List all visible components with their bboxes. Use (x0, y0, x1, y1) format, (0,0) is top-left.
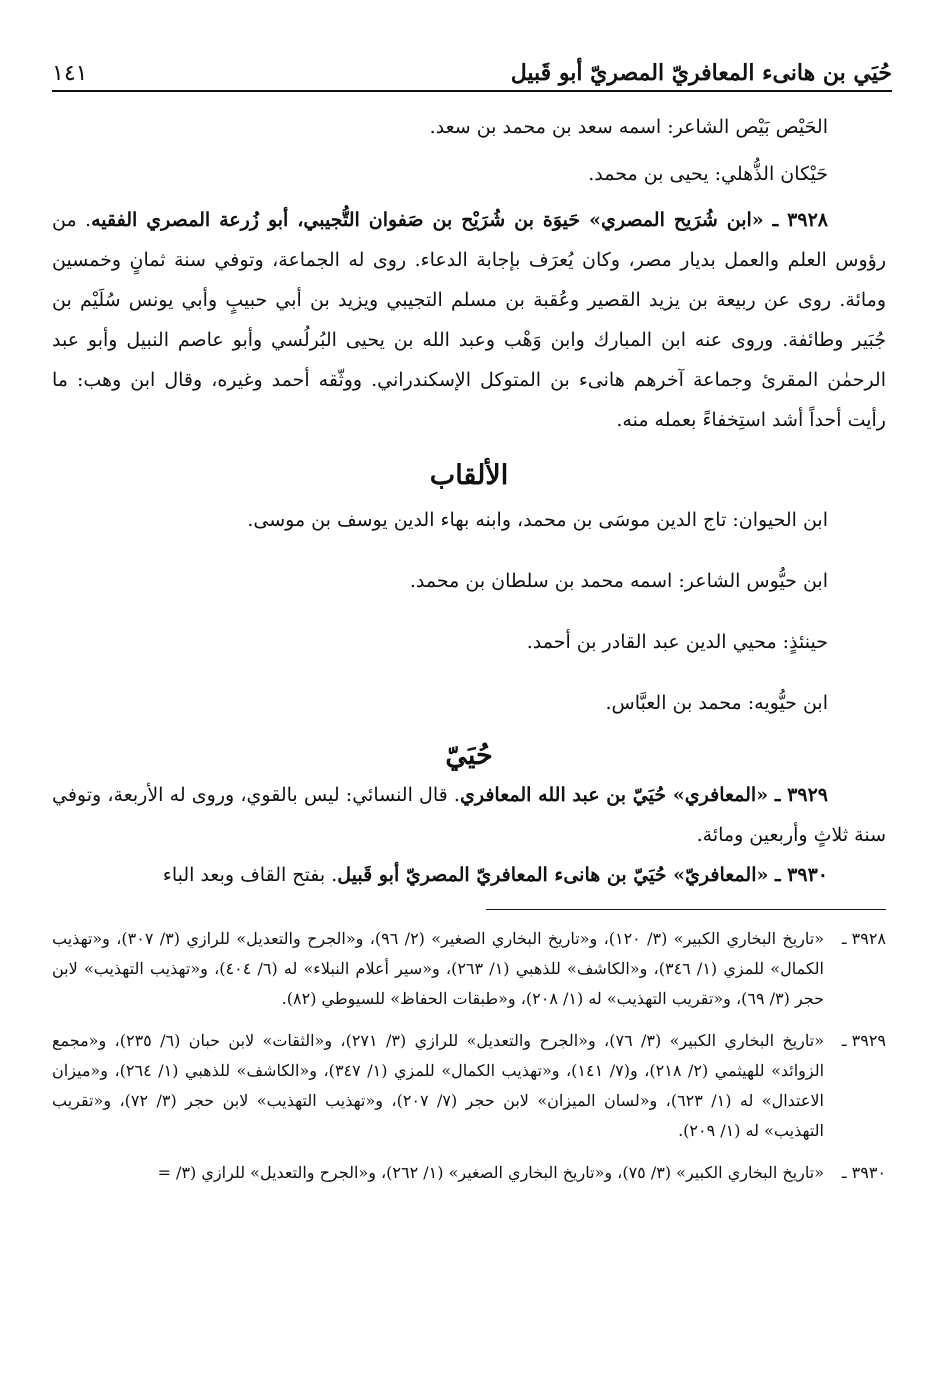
footnote-3929 (52, 1026, 886, 1146)
footnote-number: ٣٩٢٨ ـ (841, 929, 886, 948)
footnote-text: «تاريخ البخاري الكبير» (٣/ ٧٥)، و«تاريخ البخاري الصغير» (١/ ٢٦٢)، و«الجرح والتعديل» للرازي (٣/ = (157, 1163, 824, 1182)
entry-number: ٣٩٢٩ (787, 784, 828, 806)
entry-3930: ٣٩٣٠ ـ «المعافريّ» حُيَيّ بن هانىء المعافريّ المصريّ أبو قَبيل. بفتح القاف وبعد الباء (162, 864, 828, 886)
page-header (52, 50, 892, 92)
entry-number: ٣٩٣٠ (787, 864, 828, 886)
entry-body: . قال النسائي: ليس بالقوي، وروى له الأربعة، وتوفي سنة ثلاثٍ وأربعين ومائة. (52, 784, 886, 846)
footnote-text: «تاريخ البخاري الكبير» (٣/ ١٢٠)، و«تاريخ البخاري الصغير» (٢/ ٩٦)، و«الجرح والتعديل» للرازي (٣/ ٣٠٧)، و«تهذيب الكمال» للمزي (١/ ٣٤٦)، و«الكاشف» للذهبي (١/ ٢٦٣)، و«سير أعلام النبلاء» له (٦/ ٤٠٤)، و«تهذيب التهذيب» لابن حجر (٣/ ٦٩)، و«تقريب التهذيب» له (١/ ٢٠٨)، و«طبقات الحفاظ» للسيوطي (٨٢). (52, 929, 825, 1008)
laqab-item: ابن حيُّويه: محمد بن العبَّاس. (605, 692, 828, 714)
section-title-huyay: حُيَيّ (445, 740, 493, 771)
entry-3928: ٣٩٢٨ ـ «ابن شُرَيح المصري» حَيوَة بن شُرَيْح بن صَفوان التُّجيبي، أبو زُرعة المصري الفقيه. من رؤوس العلم والعمل بديار مصر، وكان يُعرَف بإجابة الدعاء. روى له الجماعة، وتوفي سنة ثمانٍ وخمسين ومائة. روى عن ربيعة بن يزيد القصير وعُقبة بن مسلم التجيبي ويزيد بن أبي حبيبٍ وأبي يونس سُلَيْم بن جُبَير وطائفة. وروى عنه ابن المبارك وابن وَهْب وعبد الله بن يحيى البُرلُسي وأبو عاصم النبيل وأبو عبد الرحمٰن المقرئ وجماعة آخرهم هانىء بن المتوكل الإسكندراني. ووثّقه أحمد وغيره، وقال ابن وهب: ما رأيت أحداً أشد استِخفاءً بعمله منه. (52, 209, 886, 431)
laqab-item: حينئذٍ: محيي الدين عبد القادر بن أحمد. (526, 631, 828, 653)
cross-ref-haykan: حَيْكان الذُّهلي: يحيى بن محمد. (588, 163, 828, 185)
footnote-3928 (52, 924, 886, 1014)
entry-head: «المعافريّ» حُيَيّ بن هانىء المعافريّ المصريّ أبو قَبيل (337, 864, 769, 886)
cross-ref-hays-bays: الحَيْص بَيْص الشاعر: اسمه سعد بن محمد بن سعد. (429, 116, 828, 138)
footnote-3930 (52, 1158, 886, 1188)
entry-head: «ابن شُرَيح المصري» حَيوَة بن شُرَيْح بن صَفوان التُّجيبي، أبو زُرعة المصري الفقيه (91, 209, 764, 231)
page-body (52, 108, 886, 1200)
laqab-item: ابن الحيوان: تاج الدين موسَى بن محمد، وابنه بهاء الدين يوسف بن موسى. (247, 509, 828, 531)
entry-body: . من رؤوس العلم والعمل بديار مصر، وكان يُعرَف بإجابة الدعاء. روى له الجماعة، وتوفي سنة ثمانٍ وخمسين ومائة. روى عن ربيعة بن يزيد القصير وعُقبة بن مسلم التجيبي ويزيد بن أبي حبيبٍ وأبي يونس سُلَيْم بن جُبَير وطائفة. وروى عنه ابن المبارك وابن وَهْب وعبد الله بن يحيى البُرلُسي وأبو عاصم النبيل وأبو عبد الرحمٰن المقرئ وجماعة آخرهم هانىء بن المتوكل الإسكندراني. ووثّقه أحمد وغيره، وقال ابن وهب: ما رأيت أحداً أشد استِخفاءً بعمله منه. (52, 209, 886, 431)
footnote-number: ٣٩٣٠ ـ (841, 1163, 886, 1182)
footnote-text: «تاريخ البخاري الكبير» (٣/ ٧٦)، و«الجرح والتعديل» للرازي (٣/ ٢٧١)، و«الثقات» لابن حبان (٦/ ٢٣٥)، و«مجمع الزوائد» للهيثمي (٢/ ٢١٨)، و(٧/ ١٤١)، و«تهذيب الكمال» للمزي (١/ ٣٤٧)، و«الكاشف» للذهبي (١/ ٢٦٤)، و«ميزان الاعتدال» له (١/ ٦٢٣)، و«لسان الميزان» لابن حجر (٧/ ٢٠٧)، و«تهذيب التهذيب» لابن حجر (٣/ ٧٢)، و«تقريب التهذيب» له (١/ ٢٠٩). (52, 1031, 825, 1140)
page-number: ١٤١ (52, 61, 88, 86)
footnote-divider (486, 909, 886, 910)
entry-body: . بفتح القاف وبعد الباء (162, 864, 338, 886)
running-title: حُيَي بن هانىء المعافريّ المصريّ أبو قَبيل (510, 60, 892, 86)
section-title-alqab: الألقاب (429, 460, 509, 491)
footnote-number: ٣٩٢٩ ـ (841, 1031, 886, 1050)
entry-head: «المعافري» حُيَيّ بن عبد الله المعافري (459, 784, 769, 806)
laqab-item: ابن حيُّوس الشاعر: اسمه محمد بن سلطان بن محمد. (409, 570, 828, 592)
entry-3929: ٣٩٢٩ ـ «المعافري» حُيَيّ بن عبد الله المعافري. قال النسائي: ليس بالقوي، وروى له الأربعة، وتوفي سنة ثلاثٍ وأربعين ومائة. (52, 784, 886, 846)
entry-number: ٣٩٢٨ (787, 209, 828, 231)
